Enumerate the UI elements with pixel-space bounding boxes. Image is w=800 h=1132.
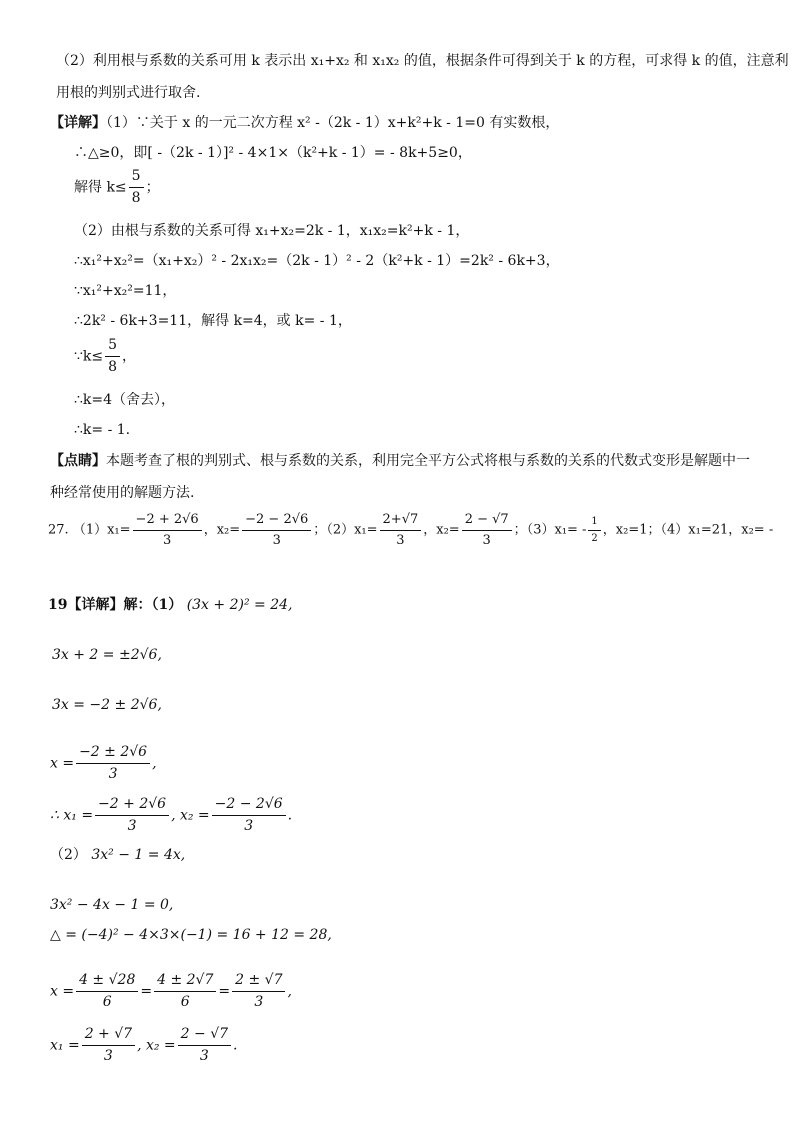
equation-4-suffix: , — [152, 755, 157, 772]
equation-7: 3x² − 4x − 1 = 0, — [50, 897, 174, 913]
equation-10-x1-fraction — [82, 1026, 135, 1065]
fraction-numerator: −2 − 2√6 — [242, 512, 311, 531]
detail-26-step-8 — [74, 337, 136, 376]
answer-27-line — [48, 512, 773, 548]
answer-27-part2-end: ； — [513, 522, 527, 538]
fraction-numerator: 2 ± √7 — [232, 972, 285, 992]
equation-5-x2-fraction — [212, 796, 286, 835]
fraction-5-8 — [105, 337, 120, 376]
answer-27-part1-sep: ，x₂= — [203, 522, 241, 538]
equation-9: x = $\frac{4 \pm √28}{6}$ = $\frac{4 \pm 2√7}{6}$ = $\frac{2 \pm √7}{3}$ , — [50, 972, 292, 1010]
equation-2: 3x + 2 = ±2√6, — [52, 647, 162, 663]
equation-10-mid: , x₂ = — [137, 1037, 176, 1054]
equation-8: △ = (−4)² − 4×3×(−1) = 16 + 12 = 28, — [50, 927, 332, 943]
fraction-denominator: 3 — [482, 532, 491, 548]
fraction-denominator: 8 — [108, 358, 118, 375]
equation-9-fraction-a — [76, 972, 138, 1011]
fraction-numerator: −2 ± 2√6 — [76, 744, 150, 764]
step-3-prefix: 解得 k≤ — [74, 179, 127, 196]
detail-26-step-7: ∴2k² - 6k+3=11，解得 k=4，或 k= - 1， — [74, 313, 352, 329]
fraction-denominator: 3 — [103, 1047, 113, 1064]
equation-1: (3x + 2)² = 24, — [186, 597, 293, 613]
detail-26-step-3 — [74, 168, 160, 207]
equation-3: 3x = −2 ± 2√6, — [52, 697, 162, 713]
answer-27-part1-x2 — [242, 512, 311, 548]
fraction-numerator: −2 + 2√6 — [95, 796, 169, 816]
answer-27-part3-label: （3）x₁= - — [526, 522, 587, 538]
fraction-denominator: 2 — [591, 532, 598, 544]
equation-5 — [50, 796, 292, 835]
detail-19-heading: 19【详解】解：（1） — [48, 597, 183, 613]
fraction-numerator: 4 ± √28 — [76, 972, 138, 992]
detail-26-step-10: ∴k= - 1. — [74, 422, 131, 438]
equation-9-prefix: x = — [50, 983, 75, 1000]
answer-27-part2-x2 — [462, 512, 512, 548]
fraction-denominator: 3 — [244, 817, 254, 834]
comment-line-2: 种经常使用的解题方法. — [50, 485, 195, 501]
answer-27-part3-fraction — [588, 516, 600, 545]
fraction-numerator: 2 + √7 — [82, 1026, 135, 1046]
step-8-suffix: ， — [122, 348, 137, 365]
detail-26-step-2: ∴△≥0，即[ -（2k - 1）]² - 4×1×（k²+k - 1）= - 8k+5≥0， — [74, 145, 472, 161]
equation-10 — [50, 1026, 238, 1065]
equation-4-prefix: x = — [50, 755, 75, 772]
detail-26-step-6: ∵x₁²+x₂²=11， — [74, 283, 177, 299]
fraction-denominator: 3 — [199, 1047, 209, 1064]
detail-heading: 【详解】 — [50, 115, 106, 131]
fraction-numerator: 4 ± 2√7 — [154, 972, 216, 992]
fraction-numerator: 5 — [105, 337, 120, 357]
fraction-numerator: 5 — [129, 168, 144, 188]
part-2-label: （2） — [50, 847, 87, 863]
intro-line-2: 用根的判别式进行取舍. — [56, 85, 201, 101]
answer-27-part4: （4）x₁=21，x₂= - — [660, 522, 774, 538]
fraction-numerator: 2 − √7 — [462, 512, 512, 531]
fraction-numerator: −2 − 2√6 — [212, 796, 286, 816]
equation-6: 3x² − 1 = 4x, — [91, 847, 186, 863]
equation-9-fraction-c — [232, 972, 285, 1011]
step-3-suffix: ； — [145, 179, 160, 196]
fraction-denominator: 6 — [102, 993, 112, 1010]
equation-10-prefix: x₁ = — [50, 1037, 80, 1054]
fraction-denominator: 3 — [108, 765, 118, 782]
equation-10-x2-fraction — [178, 1026, 231, 1065]
detail-26-first-line — [50, 116, 559, 130]
fraction-denominator: 8 — [131, 189, 141, 206]
answer-27-label: 27. — [48, 522, 69, 538]
equation-9-suffix: , — [287, 983, 292, 1000]
detail-19-heading-line — [48, 598, 292, 612]
equation-9-fraction-b — [154, 972, 216, 1011]
fraction-numerator: 2+√7 — [380, 512, 422, 531]
fraction-denominator: 3 — [272, 532, 281, 548]
intro-line-1: （2）利用根与系数的关系可用 k 表示出 x₁+x₂ 和 x₁x₂ 的值，根据条件可得到关于 k 的方程，可求得 k 的值，注意利 — [56, 53, 789, 69]
detail-26-step-5: ∴x₁²+x₂²=（x₁+x₂）² - 2x₁x₂=（2k - 1）² - 2（k²+k - 1）=2k² - 6k+3， — [74, 253, 560, 269]
equation-5-x1-fraction — [95, 796, 169, 835]
answer-27-part3-end: ，x₂=1； — [602, 522, 661, 538]
fraction-5-8 — [129, 168, 144, 207]
fraction-denominator: 3 — [127, 817, 137, 834]
fraction-numerator: 1 — [588, 516, 600, 531]
equation-5-mid: , x₂ = — [171, 807, 210, 824]
detail-26-step-1: （1）∵关于 x 的一元二次方程 x² -（2k - 1）x+k²+k - 1=0 有实数根， — [106, 115, 560, 131]
part-2-line — [50, 848, 185, 862]
answer-27-part1-label: （1）x₁= — [72, 522, 131, 538]
comment-heading: 【点睛】 — [50, 453, 106, 469]
equation-5-prefix: ∴ x₁ = — [50, 807, 94, 824]
answer-27-part2-label: （2）x₁= — [326, 522, 378, 538]
equation-4 — [50, 744, 157, 783]
fraction-denominator: 3 — [162, 532, 172, 548]
fraction-numerator: 2 − √7 — [178, 1026, 231, 1046]
detail-26-step-4: （2）由根与系数的关系可得 x₁+x₂=2k - 1，x₁x₂=k²+k - 1， — [74, 223, 470, 239]
detail-26-step-9: ∴k=4（舍去）， — [74, 392, 176, 408]
comment-text-1: 本题考查了根的判别式、根与系数的关系，利用完全平方公式将根与系数的关系的代数式变形是解题中一 — [106, 453, 750, 469]
answer-27-part1-end: ； — [313, 522, 327, 538]
fraction-numerator: −2 + 2√6 — [133, 512, 202, 531]
fraction-denominator: 3 — [254, 993, 264, 1010]
fraction-denominator: 3 — [396, 532, 405, 548]
equation-5-suffix: . — [287, 807, 293, 824]
comment-line-1 — [50, 454, 750, 468]
answer-27-part2-sep: ，x₂= — [423, 522, 460, 538]
step-8-prefix: ∵k≤ — [74, 348, 104, 365]
answer-27-part1-x1 — [133, 512, 202, 548]
equation-4-fraction — [76, 744, 150, 783]
answer-27-part2-x1 — [380, 512, 422, 548]
equation-10-suffix: . — [233, 1037, 238, 1054]
fraction-denominator: 6 — [180, 993, 190, 1010]
